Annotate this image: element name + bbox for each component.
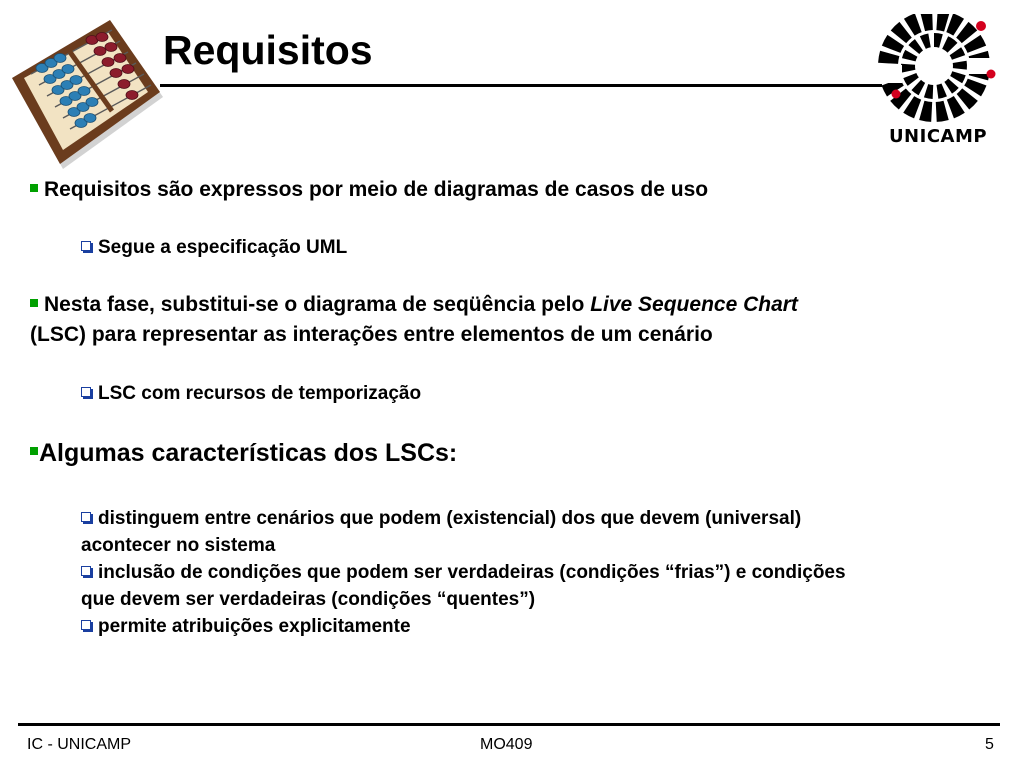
page-number: 5	[985, 736, 994, 753]
title-rule	[160, 84, 882, 87]
footer-rule	[18, 723, 1000, 726]
footer-course: MO409	[480, 736, 533, 753]
slide-title: Requisitos	[163, 27, 373, 73]
checkbox-bullet-icon	[81, 512, 91, 522]
checkbox-bullet-icon	[81, 620, 91, 630]
sub-bullet-1: Segue a especificação UML	[30, 234, 347, 261]
sub-bullet-2: LSC com recursos de temporização	[30, 380, 421, 407]
bullet-2: Nesta fase, substitui-se o diagrama de seqüência pelo Live Sequence Chart (LSC) para representar as interações entre elementos de um cenário	[30, 293, 798, 346]
sub-bullet-3b: inclusão de condições que podem ser verdadeiras (condições “frias”) e condições que devem ser verdadeiras (condições “quentes”)	[81, 562, 846, 610]
green-square-bullet-icon	[30, 299, 38, 307]
bullet-3: Algumas características dos LSCs:	[30, 436, 457, 470]
sub-bullet-3a: distinguem entre cenários que podem (existencial) dos que devem (universal) acontecer no sistema	[81, 508, 802, 556]
unicamp-wordmark: UNICAMP	[888, 126, 988, 147]
green-square-bullet-icon	[30, 447, 38, 455]
green-square-bullet-icon	[30, 184, 38, 192]
checkbox-bullet-icon	[81, 566, 91, 576]
abacus-image	[8, 16, 164, 170]
lsc-name: Live Sequence Chart	[590, 293, 798, 316]
checkbox-bullet-icon	[81, 241, 91, 251]
checkbox-bullet-icon	[81, 387, 91, 397]
sub-bullet-3c: permite atribuições explicitamente	[30, 613, 1015, 640]
bullet-3-sublist	[30, 505, 1015, 640]
bullet-1: Requisitos são expressos por meio de diagramas de casos de uso	[30, 175, 708, 205]
footer-left: IC - UNICAMP	[27, 736, 131, 753]
